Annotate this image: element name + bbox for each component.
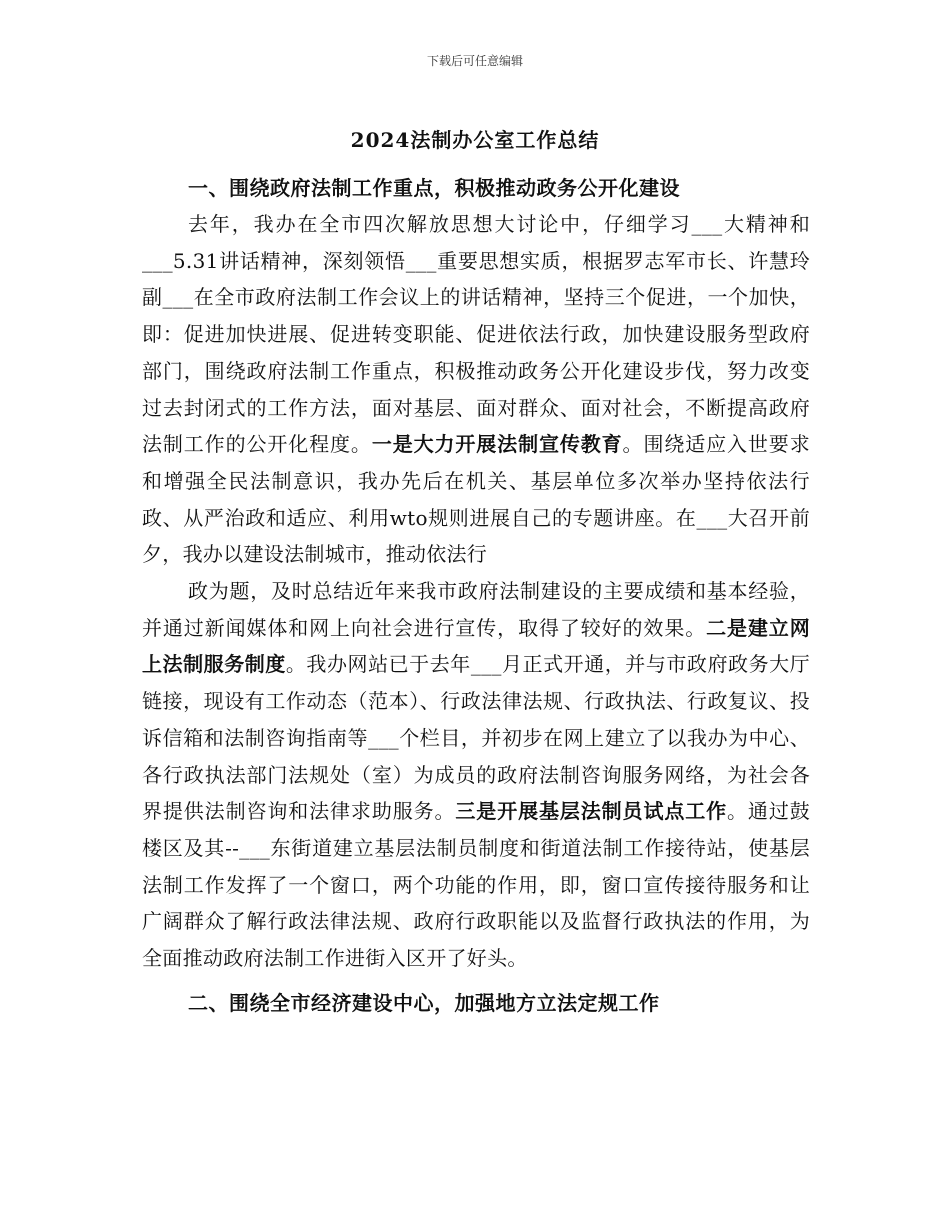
document-title: 2024法制办公室工作总结 bbox=[350, 128, 600, 152]
paragraph-1-text-2: 。围绕适应入世要求和增强全民法制意识，我办先后在机关、基层单位多次举办坚持依法行政、从严治政和适应、利用wto规则进展自己的专题讲座。在___大召开前夕，我办以建设法制城市，推动依法行 bbox=[142, 432, 810, 567]
paragraph-2-bold-1: 二是建立网上法制服务制度 bbox=[142, 615, 810, 677]
paragraph-1 bbox=[142, 206, 810, 573]
paragraph-1-bold-1: 一是大力开展法制宣传教育 bbox=[371, 432, 623, 457]
paragraph-2-text-1: 政为题，及时总结近年来我市政府法制建设的主要成绩和基本经验，并通过新闻媒体和网上向社会进行宣传，取得了较好的效果。 bbox=[142, 579, 810, 640]
section-heading-1: 一、围绕政府法制工作重点，积极推动政务公开化建设 bbox=[188, 176, 680, 200]
paragraph-1-text-1: 去年，我办在全市四次解放思想大讨论中，仔细学习___大精神和___5.31讲话精神，深刻领悟___重要思想实质，根据罗志军市长、许慧玲副___在全市政府法制工作会议上的讲话精神，坚持三个促进，一个加快，即：促进加快进展、促进转变职能、促进依法行政，加快建设服务型政府部门，围绕政府法制工作重点，积极推动政务公开化建设步伐，努力改变过去封闭式的工作方法，面对基层、面对群众、面对社会，不断提高政府法制工作的公开化程度。 bbox=[142, 212, 810, 457]
paragraph-2-text-3: 。通过鼓楼区及其--___东街道建立基层法制员制度和街道法制工作接待站，使基层法制工作发挥了一个窗口，两个功能的作用，即，窗口宣传接待服务和让广阔群众了解行政法律法规、政府行政职能以及监督行政执法的作用，为全面推动政府法制工作进街入区开了好头。 bbox=[142, 799, 811, 971]
page-header: 下载后可任意编辑 bbox=[426, 54, 523, 68]
section-heading-2: 二、围绕全市经济建设中心，加强地方立法定规工作 bbox=[188, 990, 660, 1015]
paragraph-2-text-2: 。我办网站已于去年___月正式开通，并与市政府政务大厅链接，现设有工作动态（范本）、行政法律法规、行政执法、行政复议、投诉信箱和法制咨询指南等___个栏目，并初步在网上建立了以我办为中心、各行政执法部门法规处（室）为成员的政府法制咨询服务网络，为社会各界提供法制咨询和法律求助服务。 bbox=[142, 652, 810, 824]
paragraph-2-bold-2: 三是开展基层法制员试点工作 bbox=[455, 799, 728, 824]
paragraph-2 bbox=[142, 573, 810, 977]
document-body bbox=[142, 170, 810, 1021]
